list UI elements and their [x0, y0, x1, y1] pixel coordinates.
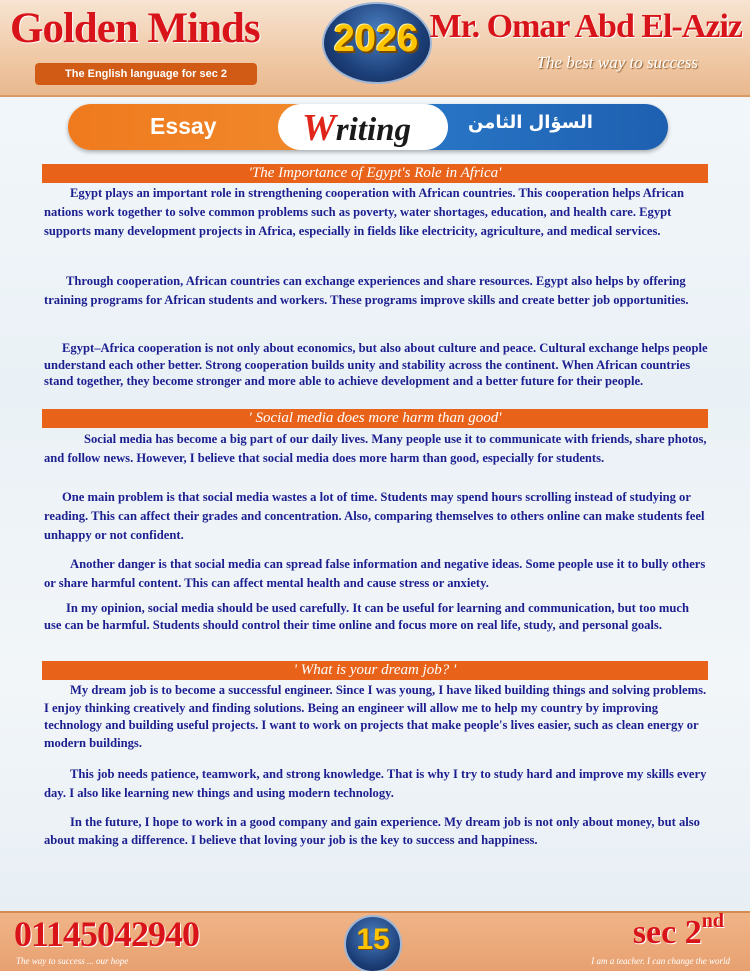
essay-2-paragraph-1: Social media has become a big part of our daily lives. Many people use it to communicate with friends, share photos, and follow news. However, I believe that social media does more harm than good, especially for students.: [44, 432, 707, 465]
page-number: 15: [356, 923, 390, 956]
teacher-name: Mr. Omar Abd El-Aziz: [429, 8, 742, 45]
essay-title-1: 'The Importance of Egypt's Role in Africa': [42, 164, 708, 183]
essay-3-paragraph-2: This job needs patience, teamwork, and strong knowledge. That is why I try to study hard and improve my skills every day. I also like learning new things and using modern technology.: [44, 767, 707, 800]
tagline: The best way to success: [536, 53, 698, 72]
essay-2-paragraph-3: Another danger is that social media can spread false information and negative ideas. Some people use it to bully others or share harmful content. This can affect mental health and cause stress or anxiety.: [44, 557, 706, 590]
footer-left-motto: The way to success ... our hope: [16, 956, 129, 966]
essay-1-paragraph-2: Through cooperation, African countries can exchange experiences and share resources. Egypt also helps by offering training programs for African students and workers. These programs improve skills and create better job opportunities.: [44, 274, 689, 307]
banner-arabic-label: السؤال الثامن: [468, 112, 593, 133]
essay-3-paragraph-1: My dream job is to become a successful engineer. Since I was young, I have liked building things and solving problems. I enjoy thinking creatively and finding solutions. Being an engineer will allow me to help my country by improving technology and building useful projects. I want to work on projects that make people's lives easier, such as clean energy or modern buildings.: [44, 683, 707, 750]
grade-suffix: nd: [701, 910, 724, 932]
essay-2-paragraph-4: In my opinion, social media should be used carefully. It can be useful for learning and communication, but too much use can be harmful. Students should control their time online and focus more on real life, study, and personal goals.: [44, 601, 690, 632]
banner-essay-label: Essay: [150, 113, 217, 139]
essay-title-2: ' Social media does more harm than good': [42, 409, 708, 428]
essay-1-paragraph-1: Egypt plays an important role in strengthening cooperation with African countries. This cooperation helps African nations work together to solve common problems such as poverty, water shortages, education, and health care. Egypt supports many development projects in Africa, especially in fields like electricity, agriculture, and medical services.: [44, 186, 684, 238]
essay-title-3: ' What is your dream job? ': [42, 661, 708, 680]
essay-2-paragraph-2: One main problem is that social media wastes a lot of time. Students may spend hours scrolling instead of studying or reading. This can affect their grades and concentration. Also, comparing themselves to others online can make students feel unhappy or not confident.: [44, 490, 705, 542]
grade-text: sec 2: [632, 914, 702, 951]
brand-title: Golden Minds: [10, 5, 260, 52]
banner-writing-initial: W: [302, 107, 336, 149]
essay-1-paragraph-3: Egypt–Africa cooperation is not only about economics, but also about culture and peace. Cultural exchange helps people understand each other better. Strong cooperation builds unity and stability across the continent. When African countries stand together, they become stronger and more able to achieve development and a better future for their people.: [44, 341, 708, 388]
banner-writing-label: [302, 106, 411, 150]
banner-writing-rest: riting: [335, 112, 411, 148]
phone-number: 01145042940: [14, 914, 200, 954]
footer-right-motto: I am a teacher. I can change the world: [591, 956, 730, 966]
year-text: 2026: [333, 18, 419, 60]
grade-label: [632, 910, 724, 952]
subtitle-pill: The English language for sec 2: [35, 63, 257, 85]
essay-3-paragraph-3: In the future, I hope to work in a good company and gain experience. My dream job is not only about money, but also about making a difference. I believe that loving your job is the key to success and happiness.: [44, 815, 700, 847]
